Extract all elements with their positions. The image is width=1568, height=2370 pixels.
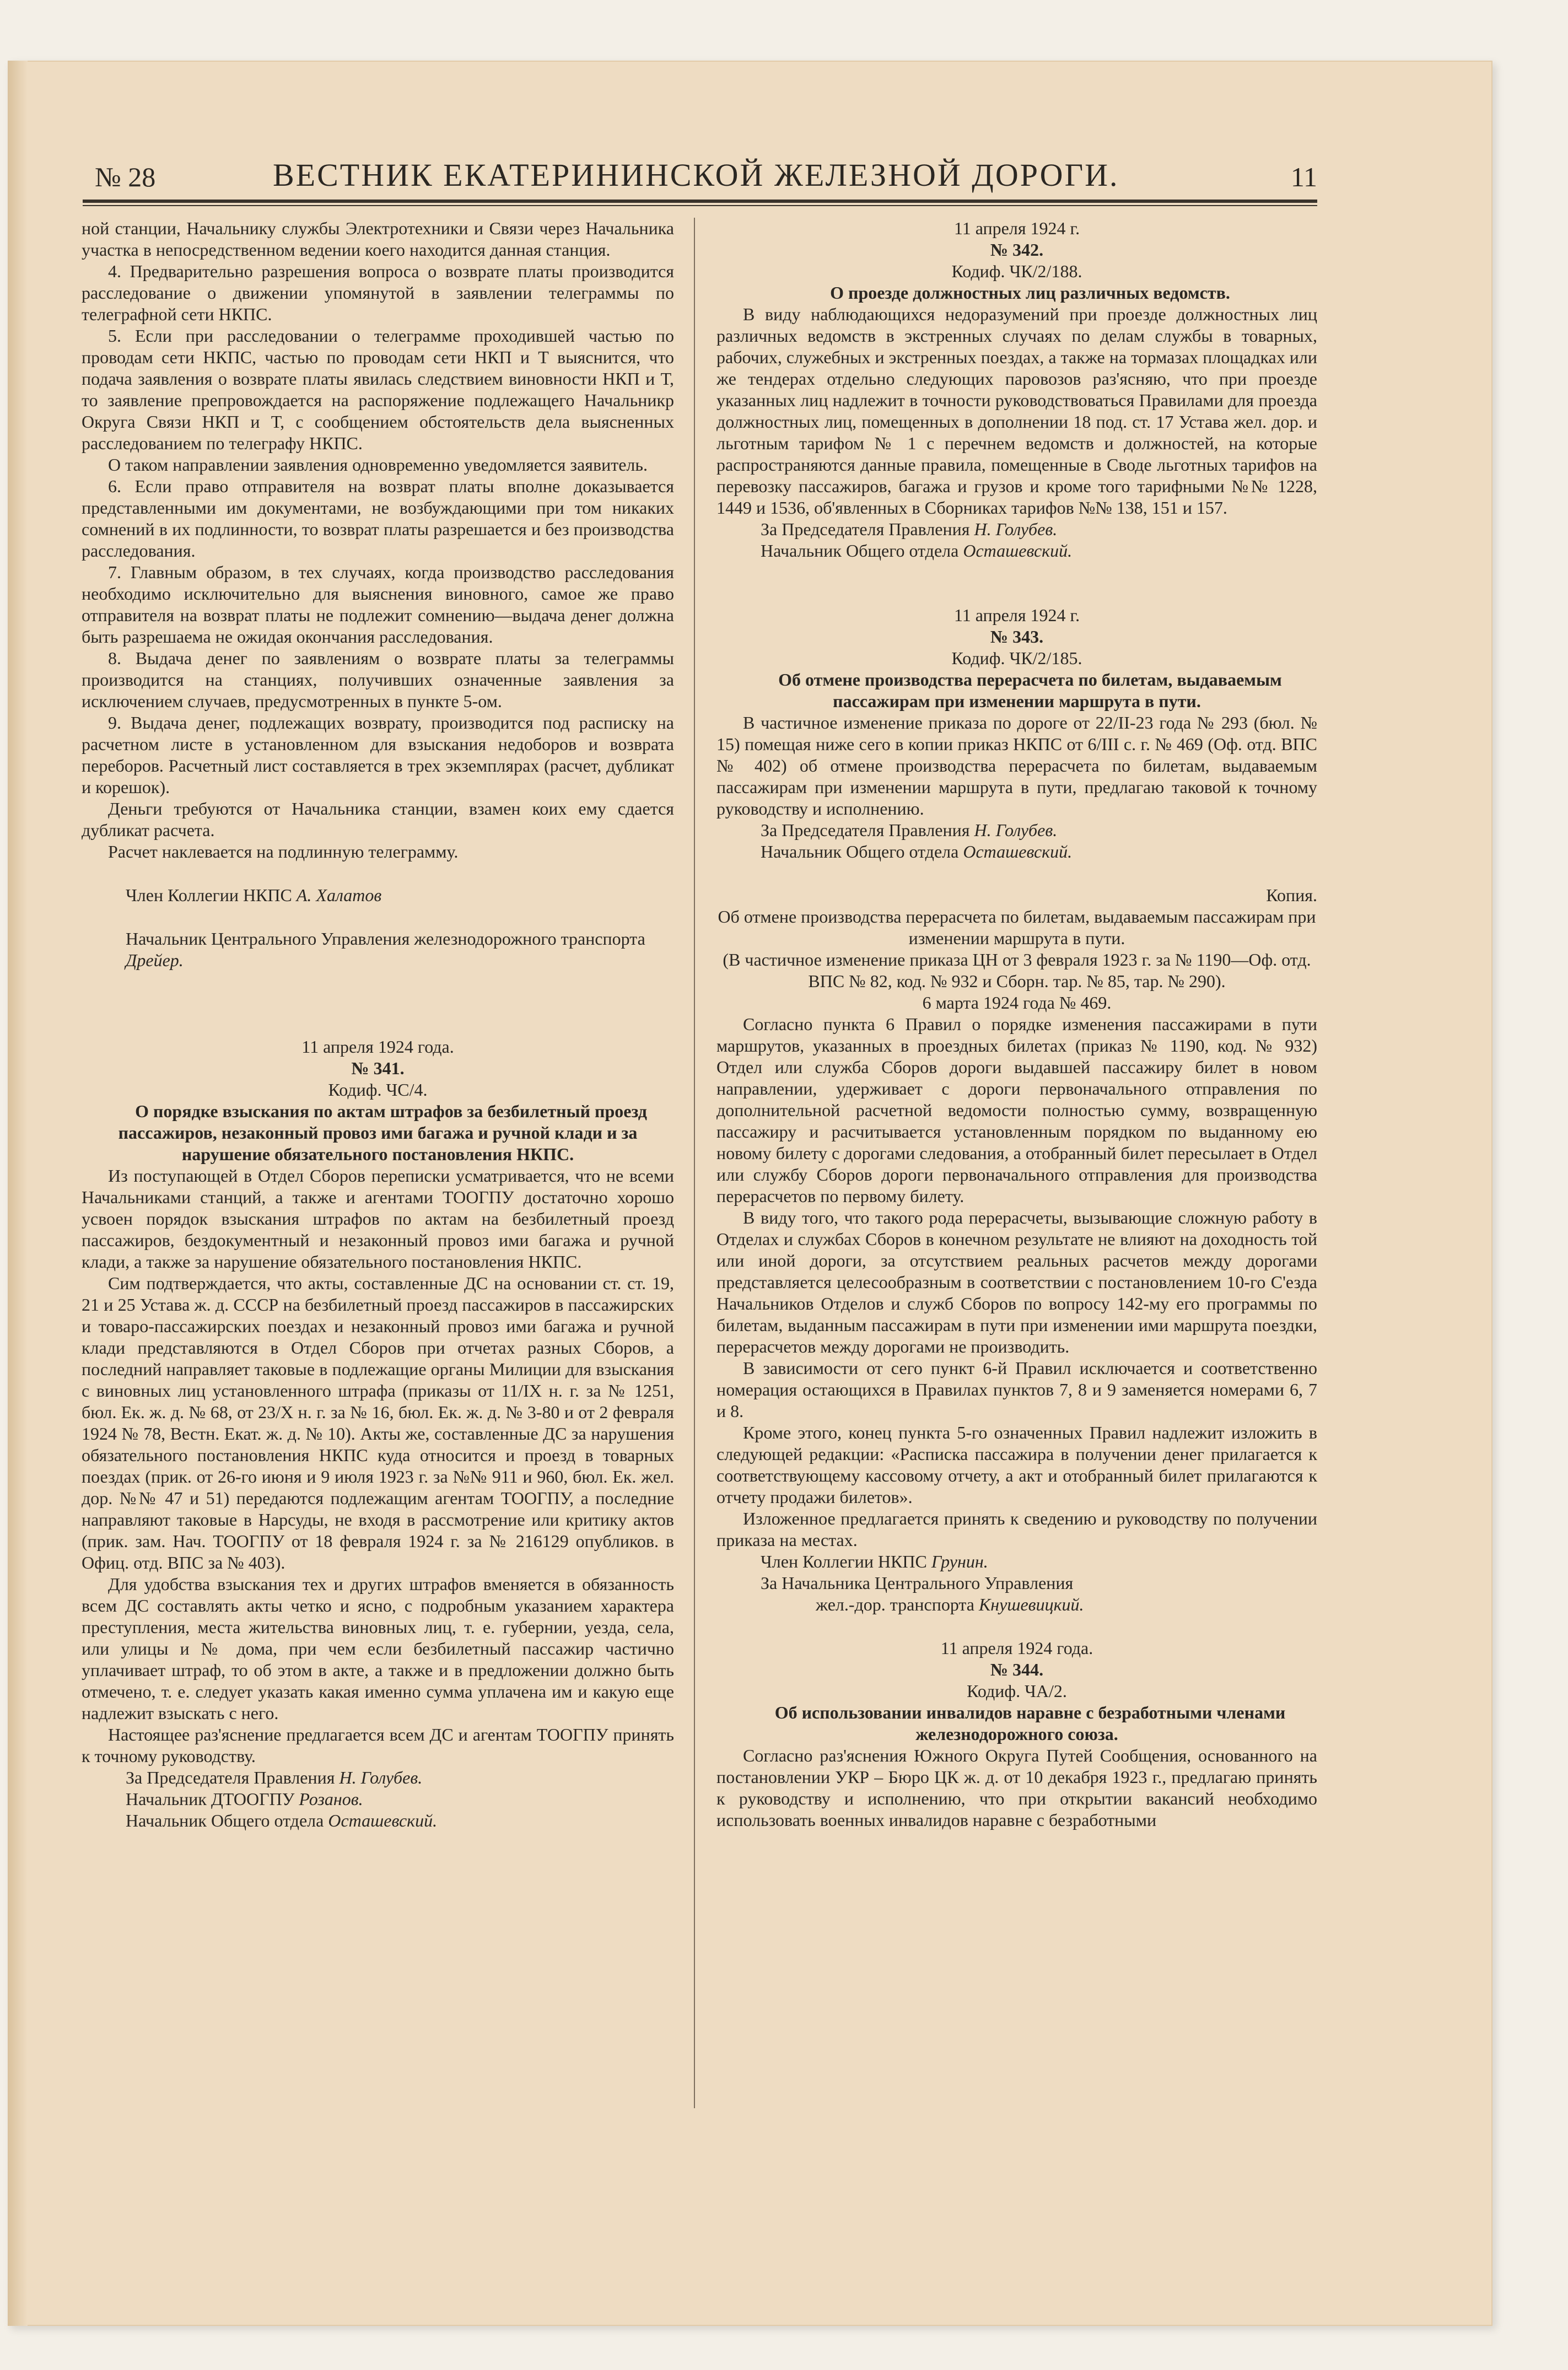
- paragraph: Из поступающей в Отдел Сборов переписки усматривается, что не всеми Начальниками станций, а также и агентами ТООГПУ достаточно хорошо усвоен порядок взыскания штрафов по актам на безбилетный проезд пассажиров, бездокументный и незаконный провоз ими багажа и ручной клади, а также за нарушение обязательного постановления НКПС.: [82, 1166, 674, 1272]
- header-rule-thin: [83, 205, 1317, 206]
- paragraph: 6. Если право отправителя на возврат платы вполне доказывается представленными им документами, не возбуждающими при том никаких сомнений в их подлинности, то возврат платы разрешается и без производства расследования.: [82, 476, 674, 561]
- order-number: № 342.: [990, 240, 1044, 260]
- copy-label: Копия.: [1266, 885, 1317, 905]
- paragraph: Сим подтверждается, что акты, составленные ДС на основании ст. ст. 19, 21 и 25 Устава ж. д. СССР на безбилетный проезд пассажиров в пассажирских и товаро-пассажирских поездах и незаконный провоз ими багажа и ручной клади представляются в Отдел Сборов при отчетах разных Сборов, а последний направляет таковые в подлежащие органы Милиции для взыскания с виновных лиц установленного штрафа (приказы от 11/IX н. г. за № 1251, бюл. Ек. ж. д. № 68, от 23/X н. г. за № 16, бюл. Ек. ж. д. № 3-80 и от 2 февраля 1924 № 78, Вестн. Екат. ж. д. № 10). Акты же, составленные ДС за нарушения обязательного постановления НКПС куда относится и проезд в товарных поездах (прик. от 26-го июня и 9 июля 1923 г. за №№ 911 и 960, бюл. Ек. жел. дор. №№ 47 и 51) передаются подлежащим агентам ТООГПУ, а последние направляют таковые в Нарсуды, не входя в рассмотрение или критику актов (прик. зам. Нач. ТООГПУ от 18 февраля 1924 г. за № 216129 опубликов. в Офиц. отд. ВПС за № 403).: [82, 1273, 674, 1572]
- paragraph: В частичное изменение приказа по дороге от 22/II-23 года № 293 (бюл. № 15) помещая ниже сего в копии приказ НКПС от 6/III с. г. № 469 (Оф. отд. ВПС № 402) об отмене производства перерасчета по билетам, выдаваемым пассажирам при изменении маршрута в пути, предлагаю таковой к точному руководству и исполнению.: [716, 713, 1317, 818]
- paragraph: Расчет наклевается на подлинную телеграмму.: [108, 842, 459, 861]
- paragraph: 7. Главным образом, в тех случаях, когда производство расследования необходимо исключительно для выяснения виновного, самое же право отправителя на возврат платы не подлежит сомнению—выдача денег должна быть разрешаема не ожидая окончания расследования.: [82, 562, 674, 647]
- page-number: 11: [1290, 161, 1317, 192]
- paragraph: Для удобства взыскания тех и других штрафов вменяется в обязанность всем ДС составлять акты четко и ясно, с подробным указанием характера преступления, места жительства виновных лиц, т. е. губернии, уезда, села, или улицы и № дома, при чем если безбилетный пассажир частично уплачивает штраф, то об этом в акте, а также и в предложении должно быть отмечено, т. е. следует указать какая именно сумма уплачена им и какую еще надлежит взыскать с него.: [82, 1574, 674, 1723]
- order-date: 11 апреля 1924 года.: [940, 1638, 1093, 1658]
- order-number: № 343.: [990, 627, 1044, 647]
- issue-number: № 28: [95, 161, 156, 192]
- copy-note: (В частичное изменение приказа ЦН от 3 февраля 1923 г. за № 1190—Оф. отд. ВПС № 82, код. № 932 и Сборн. тар. № 85, тар. № 290).: [723, 950, 1311, 991]
- order-date: 11 апреля 1924 года.: [301, 1037, 454, 1057]
- copy-title: Об отмене производства перерасчета по билетам, выдаваемым пассажирам при изменении маршрута в пути.: [718, 907, 1316, 948]
- signature-line: Член Коллегии НКПС А. Халатов: [126, 885, 382, 905]
- order-title: О проезде должностных лиц различных ведомств.: [830, 283, 1230, 303]
- signature-line: Член Коллегии НКПС Грунин.: [761, 1552, 988, 1571]
- order-codification: Кодиф. ЧА/2.: [967, 1681, 1067, 1701]
- publication-title: ВЕСТНИК ЕКАТЕРИНИНСКОЙ ЖЕЛЕЗНОЙ ДОРОГИ.: [273, 157, 1119, 193]
- order-number: № 344.: [990, 1660, 1044, 1679]
- order-codification: Кодиф. ЧК/2/188.: [951, 261, 1082, 281]
- paragraph: В зависимости от сего пункт 6-й Правил исключается и соответственно номерация остающихся в Правилах пунктов 7, 8 и 9 заменяется номерами 6, 7 и 8.: [716, 1358, 1317, 1421]
- paragraph: 8. Выдача денег по заявлениям о возврате платы за телеграммы производится на станциях, получивших означенные заявления за исключением случаев, предусмотренных в пункте 5-ом.: [82, 648, 674, 711]
- paragraph: Деньги требуются от Начальника станции, взамен коих ему сдается дубликат расчета.: [82, 799, 674, 840]
- page-fold-shadow: [8, 61, 28, 2326]
- signature-line: Начальник Центрального Управления железнодорожного транспорта Дрейер.: [126, 929, 645, 970]
- page-header: [83, 154, 1317, 198]
- paragraph: Кроме этого, конец пункта 5-го означенных Правил надлежит изложить в следующей редакции: «Расписка пассажира в получении денег прилагается к соответствующему кассовому отчету, а акт и отобранный билет прилагаются к отчету продажи билетов».: [716, 1423, 1317, 1507]
- right-column: [716, 218, 1317, 1831]
- signature-line: За Председателя Правления Н. Голубев.: [761, 820, 1058, 840]
- order-codification: Кодиф. ЧС/4.: [328, 1080, 428, 1100]
- signature-line: За Председателя Правления Н. Голубев.: [126, 1768, 423, 1787]
- signature-line: Начальник ДТООГПУ Розанов.: [126, 1789, 363, 1809]
- order-title: Об использовании инвалидов наравне с безработными членами железнодорожного союза.: [774, 1703, 1286, 1744]
- signature-line: Начальник Общего отдела Осташевский.: [761, 842, 1073, 861]
- column-divider: [694, 218, 695, 2108]
- signature-line: За Начальника Центрального Управления: [761, 1573, 1074, 1593]
- order-title: О порядке взыскания по актам штрафов за безбилетный проезд пассажиров, незаконный провоз ими багажа и ручной клади и за нарушение обязательного постановления НКПС.: [118, 1101, 647, 1164]
- order-title: Об отмене производства перерасчета по билетам, выдаваемым пассажирам при изменении маршрута в пути.: [778, 670, 1282, 711]
- left-column: [82, 218, 674, 1832]
- paragraph: Изложенное предлагается принять к сведению и руководству по получении приказа на местах.: [716, 1509, 1317, 1550]
- copy-date: 6 марта 1924 года № 469.: [922, 993, 1112, 1012]
- signature-line: Начальник Общего отдела Осташевский.: [761, 541, 1073, 561]
- paragraph: 5. Если при расследовании о телеграмме проходившей частью по проводам сети НКПС, частью по проводам сети НКП и Т выяснится, что подача заявления о возврате платы явилась следствием виновности НКП и Т, то заявление препровождается на распоряжение подлежащего Начальникр Округа Связи НКП и Т, с сообщением обстоятельств дела выясненных расследованием по телеграфу НКПС.: [82, 326, 674, 453]
- paragraph: В виду того, что такого рода перерасчеты, вызывающие сложную работу в Отделах и службах Сборов в конечном результате не влияют на доходность той или иной дороги, за отсутствием реальных расчетов между дорогами представляется целесообразным в соответствии с постановлением 10-го С'езда Начальников Отделов и служб Сборов по вопросу 142-му его программы по билетам, выданным пассажирам в пути при изменении ими маршрута поездки, перерасчетов между дорогами не производить.: [716, 1208, 1317, 1356]
- signature-line: жел.-дор. транспорта Кнушевицкий.: [816, 1595, 1084, 1614]
- order-date: 11 апреля 1924 г.: [953, 605, 1080, 625]
- paragraph: Настоящее раз'яснение предлагается всем ДС и агентам ТООГПУ принять к точному руководству.: [82, 1725, 674, 1766]
- order-number: № 341.: [351, 1058, 405, 1078]
- order-codification: Кодиф. ЧК/2/185.: [951, 648, 1082, 668]
- paragraph: Согласно пункта 6 Правил о порядке изменения пассажирами в пути маршрутов, указанных в проездных билетах (приказ № 1190, код. № 932) Отдел или служба Сборов дороги выдавшей пассажиру билет в новом направлении, удерживает с дороги первоначального отправления по дополнительной расчетной ведомости полностью сумму, возвращенную пассажиру и расчитывается установленным порядком по выданному ею новому билету с дорогами следования, а отобранный билет пересылает в Отдел или службу Сборов дороги первоначального отправления для производства перерасчетов по первому билету.: [716, 1014, 1317, 1206]
- paragraph: ной станции, Начальнику службы Электротехники и Связи через Начальника участка в непосредственном ведении коего находится данная станция.: [82, 218, 674, 260]
- paragraph: В виду наблюдающихся недоразумений при проезде должностных лиц различных ведомств в экстренных случаях по делам службы в товарных, рабочих, служебных и экстренных поездах, а также на тормазах площадках или же тендерах отдельно следующих паровозов раз'ясняю, что при проезде указанных лиц надлежит в точности руководствоваться Правилами для проезда должностных лиц, помещенных в дополнении 18 под. ст. 17 Устава жел. дор. и льготным тарифом № 1 с перечнем ведомств и должностей, на которые распространяются данные правила, помещенные в Своде льготных тарифов на перевозку пассажиров, багажа и грузов и кроме того тарифными №№ 1228, 1449 и 1536, об'явленных в Сборниках тарифов №№ 138, 151 и 157.: [716, 304, 1317, 518]
- signature-line: Начальник Общего отдела Осташевский.: [126, 1811, 438, 1830]
- signature-line: За Председателя Правления Н. Голубев.: [761, 519, 1058, 539]
- paragraph: 9. Выдача денег, подлежащих возврату, производится под расписку на расчетном листе в установленном для взыскания недоборов и возврата переборов. Расчетный лист составляется в трех экземплярах (расчет, дубликат и корешок).: [82, 713, 674, 797]
- paragraph: 4. Предварительно разрешения вопроса о возврате платы производится расследование о движении упомянутой в заявлении телеграммы по телеграфной сети НКПС.: [82, 261, 674, 324]
- paragraph: О таком направлении заявления одновременно уведомляется заявитель.: [108, 455, 648, 475]
- order-date: 11 апреля 1924 г.: [953, 218, 1080, 238]
- paragraph: Согласно раз'яснения Южного Округа Путей Сообщения, основанного на постановлении УКР – Бюро ЦК ж. д. от 10 декабря 1923 г., предлагаю принять к руководству и исполнению, что при открытии вакансий необходимо использовать военных инвалидов наравне с безработными: [716, 1746, 1317, 1830]
- header-rule-thick: [83, 200, 1317, 203]
